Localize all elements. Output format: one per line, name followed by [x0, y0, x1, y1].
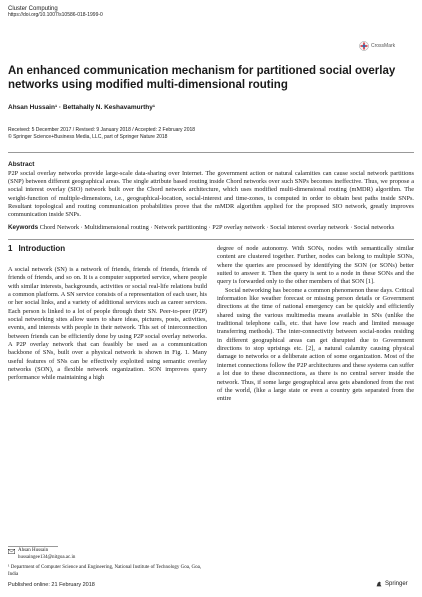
keywords-heading: Keywords	[8, 224, 39, 231]
article-title: An enhanced communication mechanism for partitioned social overlay networks using modified multi-dimensional routing	[8, 65, 396, 91]
author-list[interactable]: Ahsan Hussain¹ · Bettahally N. Keshavamurthy¹	[8, 104, 156, 111]
body-paragraph: degree of node autonomy. With SONs, nodes with semantically similar content are clustered together. Further, nodes can belong to multiple SONs, where the queries are processed by identifying the SON (or SONs) better suited to answer it. Then the query is sent to a node in these SONs and the query is forwarded only to the other members of that SON [1].	[217, 245, 414, 286]
copyright-notice: © Springer Science+Business Media, LLC, part of Springer Nature 2018	[8, 134, 168, 140]
abstract-text: P2P social overlay networks provide large-scale data-sharing over Internet. The government action or natural calamities can cause social network partitions (SNP) between different geographical areas. The single attribute based routing inside Chord networks over such SNPs becomes ineffective. Thus, we propose a social interest overlay (SIO) network built over the Chord network architecture, which uses modified multi-dimensional routing (mMDR) algorithm. The weight-function of multiple-dimensions, i.e., geographical-location, social-interest and time-zones, is computed in order to obtain best paths inside SNPs. Resultant topological and routing communication probabilities prove that the mMDR algorithm applied for the proposed SIO network, greatly improves communication inside SNPs.	[8, 170, 414, 219]
springer-horse-icon	[376, 581, 382, 587]
abstract-heading: Abstract	[8, 161, 35, 168]
published-date: Published online: 21 February 2018	[8, 582, 95, 588]
crossmark-badge[interactable]	[359, 41, 395, 51]
footnote-divider	[8, 546, 58, 547]
section-heading	[8, 244, 65, 253]
envelope-icon	[8, 549, 15, 554]
author-email[interactable]: hussaingee134@nitgoa.ac.in	[18, 555, 76, 560]
publisher-name: Springer	[385, 581, 408, 587]
section-title: Introduction	[18, 244, 66, 253]
body-column-left	[8, 266, 207, 383]
keywords-text: Chord Network · Multidimensional routing · Network partitioning · P2P overlay network · Social interest overlay network · Social networks	[39, 224, 395, 231]
body-column-right	[217, 245, 414, 404]
keywords-bottom-divider	[8, 239, 414, 240]
doi-link[interactable]: https://doi.org/10.1007/s10586-018-1999-0	[8, 12, 103, 18]
publisher-logo	[376, 581, 408, 587]
crossmark-label: CrossMark	[371, 43, 396, 49]
section-number: 1	[8, 244, 13, 253]
corresponding-author: Ahsan Hussain	[18, 548, 49, 553]
abstract-top-divider	[8, 152, 414, 153]
keywords-block	[8, 224, 414, 233]
author-affiliation: ¹ Department of Computer Science and Engineering, National Institute of Technology Goa, Goa, India	[8, 565, 202, 577]
received-dates: Received: 5 December 2017 / Revised: 9 January 2018 / Accepted: 2 February 2018	[8, 127, 196, 133]
crossmark-icon	[359, 41, 369, 51]
body-paragraph: A social network (SN) is a network of friends, friends of friends, friends of friends of friends, and so on. It is a computer supported service, where people with similar interests, backgrounds, activities or social real-life relations build a common platform. A SN service consists of a representation of each user, his or her social links, and a variety of additional services such as career services. Each person is linked to a lot of people through their SN. Peer-to-peer (P2P) social networking sites allow users to share ideas, pictures, posts, activities, events, and interests with people in their network. This set of interconnection between friends can be efficiently done by using P2P social overlay networks. A P2P overlay network that can feasibly be used as a communication backbone of SNs, built over a physical network is shown in Fig. 1. Many useful features of SNs can be effectively exploited using semantic overlay networks (SON), a flexible network organization. SON improves query performance while maintaining a high	[8, 266, 207, 382]
body-paragraph: Social networking has become a common phenomenon these days. Critical information like weather forecast or missing person details or Government directions at the time of national emergency can be quickly and efficiently shared using the various multimedia means available in SNs (unlike the traditional telephone calls, etc. that have low reach and limited message transferring methods). The inter-connectivity between social-nodes residing in different geographical areas can get disrupted due to Government directions to stop uprisings etc. [2], a natural calamity causing physical damage to networks or a deliberate action of some organization. Most of the internet connections follow the P2P architectures and these systems can suffer a lot due to these disconnections, as there is no central server inside the network. Thus, if some large geographical area gets abandoned from the rest of the world, (like a large state or even a country gets separated from the entire	[217, 286, 414, 403]
journal-name: Cluster Computing	[8, 6, 58, 12]
